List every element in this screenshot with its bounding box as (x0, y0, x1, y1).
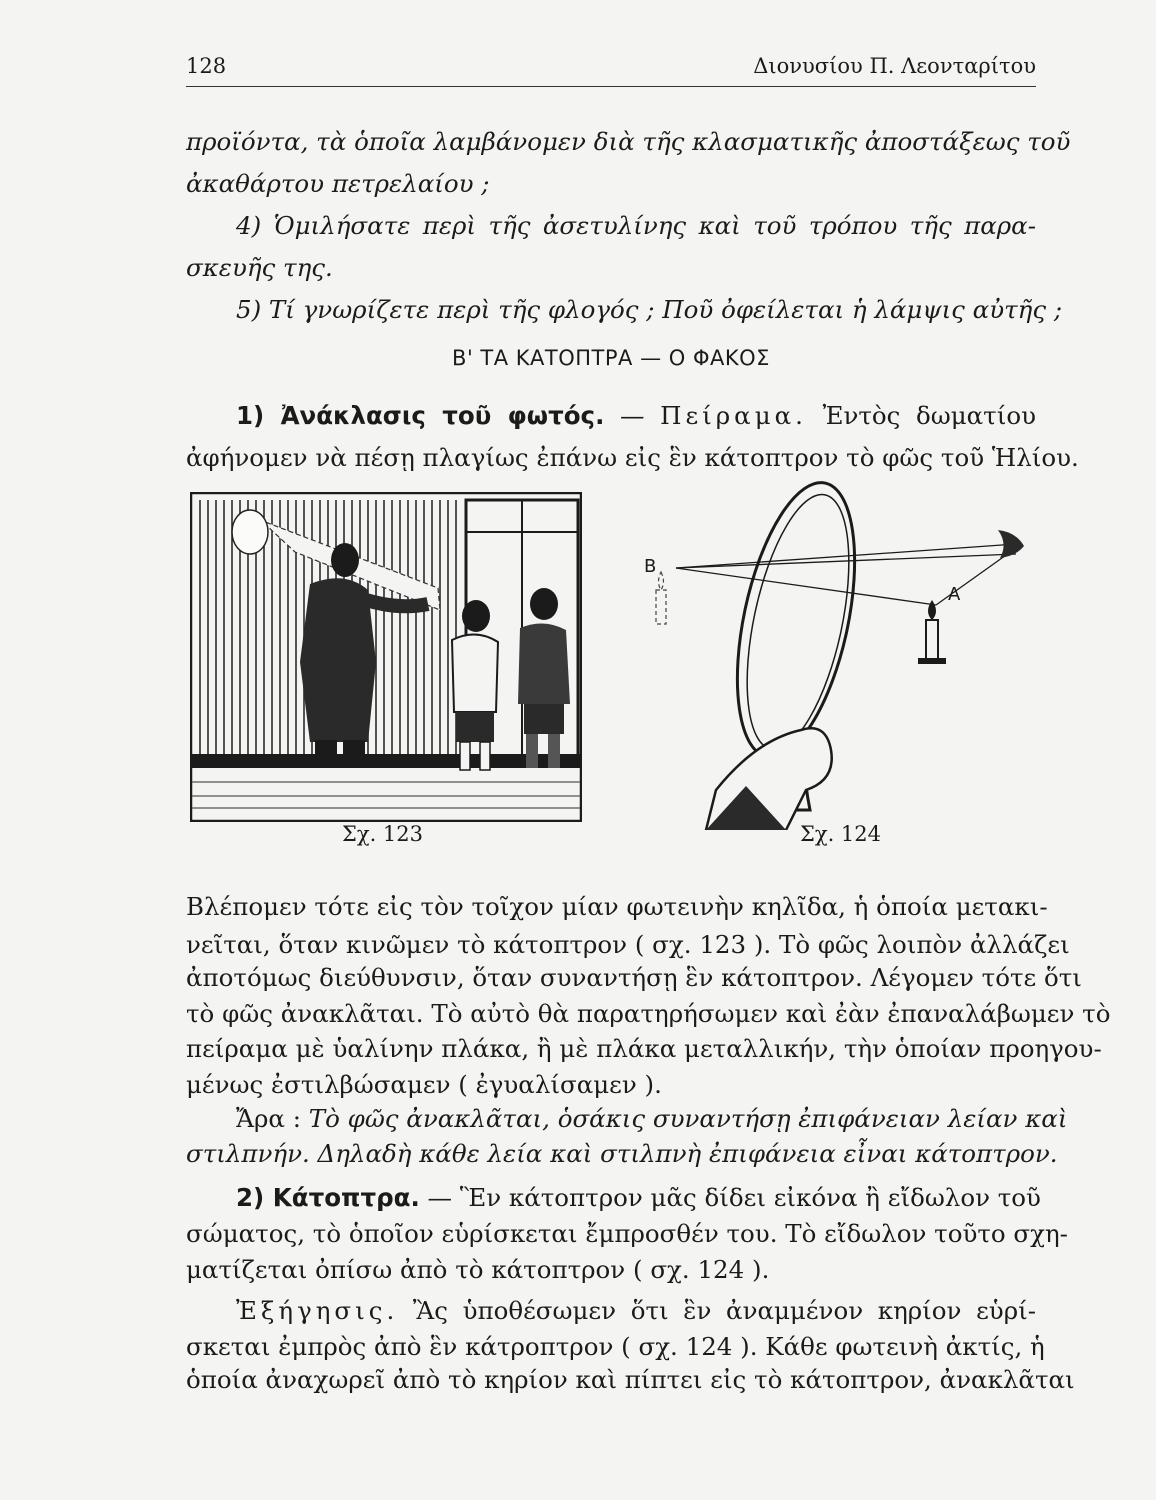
section-heading: Β' ΤΑ ΚΑΤΟΠΤΡΑ — Ο ΦΑΚΟΣ (452, 346, 770, 370)
figure-124-caption: Σχ. 124 (800, 822, 882, 846)
question-4-line-2: σκευῆς της. (186, 253, 333, 282)
paragraph-5-line-1 (236, 1296, 1036, 1325)
paragraph-4-text: — Ἓν κάτοπτρον μᾶς δίδει εἰκόνα ἢ εἴδωλον τοῦ (427, 1183, 1041, 1212)
paragraph-3-line-1 (236, 1104, 1068, 1133)
paragraph-5-text: Ἂς ὑποθέσωμεν ὅτι ἓν ἀναμμένον κηρίον εὑρί- (412, 1296, 1036, 1325)
question-5: 5) Τί γνωρίζετε περὶ τῆς φλογός ; Ποῦ ὀφείλεται ἡ λάμψις αὐτῆς ; (236, 295, 1063, 324)
paragraph-2-line-1: Βλέπομεν τότε εἰς τὸν τοῖχον μίαν φωτεινὴν κηλῖδα, ἡ ὁποία μετακι- (186, 892, 1048, 921)
experiment-label: Πείραμα. (660, 401, 807, 430)
paragraph-4-title: 2) Κάτοπτρα. (236, 1183, 420, 1212)
paragraph-2-line-4: τὸ φῶς ἀνακλᾶται. Τὸ αὐτὸ θὰ παρατηρήσωμεν καὶ ἐὰν ἐπαναλάβωμεν τὸ (186, 999, 1111, 1028)
conclusion-text: Τὸ φῶς ἀνακλᾶται, ὁσάκις συναντήσῃ ἐπιφάνειαν λείαν καὶ (308, 1104, 1068, 1133)
label-a: A (948, 584, 961, 605)
paragraph-5-line-3: ὁποία ἀναχωρεῖ ἀπὸ τὸ κηρίον καὶ πίπτει εἰς τὸ κάτοπτρον, ἀνακλᾶται (186, 1365, 1075, 1394)
paragraph-1-rest: Ἐντὸς δωματίου (822, 401, 1036, 430)
figure-124-illustration (636, 460, 1036, 830)
figure-123-illustration (190, 492, 582, 822)
page-number: 128 (186, 54, 227, 78)
question-4-line-1: 4) Ὁμιλήσατε περὶ τῆς ἀσετυλίνης καὶ τοῦ τρόπου τῆς παρα- (236, 211, 1036, 240)
paragraph-2-line-6: μένως ἐστιλβώσαμεν ( ἐγυαλίσαμεν ). (186, 1070, 662, 1099)
explanation-lead: Ἐξήγησις. (236, 1296, 399, 1325)
paragraph-5-line-2: σκεται ἐμπρὸς ἀπὸ ἓν κάτροπτρον ( σχ. 124 ). Κάθε φωτεινὴ ἀκτίς, ἡ (186, 1332, 1045, 1361)
paragraph-2-line-5: πείραμα μὲ ὑαλίνην πλάκα, ἢ μὲ πλάκα μεταλλικήν, τὴν ὁποίαν προηγου- (186, 1034, 1102, 1063)
intro-line-2: ἀκαθάρτου πετρελαίου ; (186, 169, 490, 198)
paragraph-1-line-1 (236, 401, 1036, 430)
paragraph-3-line-2: στιλπνήν. Δηλαδὴ κάθε λεία καὶ στιλπνὴ ἐπιφάνεια εἶναι κάτοπτρον. (186, 1139, 1058, 1168)
label-b: B (644, 556, 657, 577)
conclusion-lead: Ἄρα : (236, 1104, 301, 1133)
intro-line-1: προϊόντα, τὰ ὁποῖα λαμβάνομεν διὰ τῆς κλασματικῆς ἀποστάξεως τοῦ (186, 127, 1071, 156)
paragraph-2-line-3: ἀποτόμως διεύθυνσιν, ὅταν συναντήσῃ ἓν κάτοπτρον. Λέγομεν τότε ὅτι (186, 963, 1082, 992)
paragraph-4-line-2: σώματος, τὸ ὁποῖον εὑρίσκεται ἔμπροσθέν του. Τὸ εἴδωλον τοῦτο σχη- (186, 1219, 1068, 1248)
paragraph-4-line-1 (236, 1183, 1041, 1212)
running-header (186, 50, 1036, 82)
paragraph-1-dash: — (620, 401, 645, 430)
figure-123-caption: Σχ. 123 (342, 822, 424, 846)
author-name: Διονυσίου Π. Λεονταρίτου (753, 54, 1036, 78)
header-rule (186, 86, 1036, 87)
paragraph-1-line-2: ἀφήνομεν νὰ πέσῃ πλαγίως ἐπάνω εἰς ἓν κάτοπτρον τὸ φῶς τοῦ Ἡλίου. (186, 443, 1079, 472)
paragraph-1-title: 1) Ἀνάκλασις τοῦ φωτός. (236, 401, 605, 430)
paragraph-4-line-3: ματίζεται ὀπίσω ἀπὸ τὸ κάτοπτρον ( σχ. 124 ). (186, 1255, 770, 1284)
paragraph-2-line-2: νεῖται, ὅταν κινῶμεν τὸ κάτοπτρον ( σχ. 123 ). Τὸ φῶς λοιπὸν ἀλλάζει (186, 930, 1070, 959)
